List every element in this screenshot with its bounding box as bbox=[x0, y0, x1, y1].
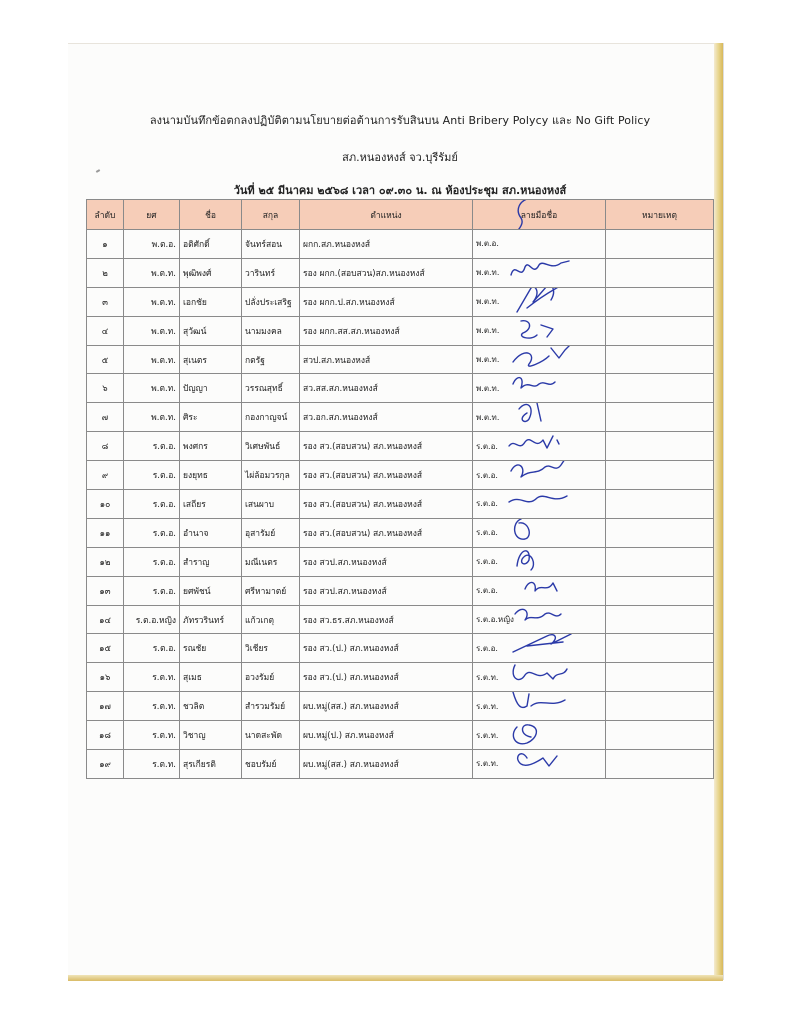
row-number: ๑๘ bbox=[87, 721, 124, 750]
row-rank: ร.ต.อ. bbox=[124, 490, 180, 519]
row-number: ๑ bbox=[87, 230, 124, 259]
row-last-name: สำรวมรัมย์ bbox=[242, 692, 300, 721]
row-rank: ร.ต.อ. bbox=[124, 576, 180, 605]
row-rank: พ.ต.ท. bbox=[124, 258, 180, 287]
row-position: รอง สว.(ป.) สภ.หนองหงส์ bbox=[300, 634, 473, 663]
row-signature-cell bbox=[473, 518, 606, 547]
row-signature-cell bbox=[473, 663, 606, 692]
row-signature-rank: ร.ต.ท. bbox=[476, 701, 499, 711]
row-signature-rank: ร.ต.อ. bbox=[476, 586, 498, 596]
row-number: ๑๗ bbox=[87, 692, 124, 721]
row-signature-rank: พ.ต.ท. bbox=[476, 383, 500, 393]
row-position: รอง สว.(สอบสวน) สภ.หนองหงส์ bbox=[300, 518, 473, 547]
row-position: ผบ.หมู่(สส.) สภ.หนองหงส์ bbox=[300, 692, 473, 721]
handwritten-signature bbox=[507, 750, 579, 779]
row-rank: ร.ต.อ. bbox=[124, 461, 180, 490]
row-remark bbox=[606, 605, 714, 634]
handwritten-signature bbox=[507, 518, 579, 547]
handwritten-signature bbox=[507, 432, 579, 461]
row-number: ๑๒ bbox=[87, 547, 124, 576]
row-last-name: ไผ่ล้อมวรกุล bbox=[242, 461, 300, 490]
row-remark bbox=[606, 547, 714, 576]
header-signature-label: ลายมือชื่อ bbox=[520, 210, 558, 221]
row-signature-cell bbox=[473, 692, 606, 721]
row-last-name: จันทร์สอน bbox=[242, 230, 300, 259]
row-rank: ร.ต.อ. bbox=[124, 547, 180, 576]
row-rank: พ.ต.ท. bbox=[124, 316, 180, 345]
row-position: รอง สว.(สอบสวน) สภ.หนองหงส์ bbox=[300, 461, 473, 490]
table-row bbox=[87, 230, 714, 259]
row-last-name: ชอบรัมย์ bbox=[242, 750, 300, 779]
row-number: ๗ bbox=[87, 403, 124, 432]
row-position: สว.อก.สภ.หนองหงส์ bbox=[300, 403, 473, 432]
header-remark: หมายเหตุ bbox=[606, 200, 714, 230]
row-first-name: สำราญ bbox=[180, 547, 242, 576]
row-position: รอง สว.(สอบสวน) สภ.หนองหงส์ bbox=[300, 490, 473, 519]
row-signature-rank: ร.ต.อ. bbox=[476, 643, 498, 653]
row-last-name: วารินทร์ bbox=[242, 258, 300, 287]
row-signature-cell bbox=[473, 258, 606, 287]
header-position: ตำแหน่ง bbox=[300, 200, 473, 230]
row-first-name: สุเนตร bbox=[180, 345, 242, 374]
signature-stroke bbox=[515, 609, 561, 620]
row-signature-rank: พ.ต.ท. bbox=[476, 412, 500, 422]
row-signature-rank: ร.ต.อ. bbox=[476, 499, 498, 509]
row-signature-rank: พ.ต.ท. bbox=[476, 268, 500, 278]
row-number: ๒ bbox=[87, 258, 124, 287]
row-position: รอง ผกก.ป.สภ.หนองหงส์ bbox=[300, 287, 473, 316]
row-signature-cell bbox=[473, 345, 606, 374]
row-signature-rank: ร.ต.อ.หญิง bbox=[476, 615, 514, 625]
row-signature-rank: ร.ต.ท. bbox=[476, 672, 499, 682]
row-signature-cell bbox=[473, 576, 606, 605]
row-first-name: สุเมธ bbox=[180, 663, 242, 692]
row-first-name: ภัทรวรินทร์ bbox=[180, 605, 242, 634]
handwritten-signature bbox=[507, 403, 579, 432]
row-remark bbox=[606, 721, 714, 750]
row-position: ผบ.หมู่(สส.) สภ.หนองหงส์ bbox=[300, 750, 473, 779]
row-first-name: ปัญญา bbox=[180, 374, 242, 403]
handwritten-signature bbox=[507, 287, 579, 316]
handwritten-signature bbox=[507, 576, 579, 605]
header-last-name: สกุล bbox=[242, 200, 300, 230]
row-last-name: อุสารัมย์ bbox=[242, 518, 300, 547]
row-rank: พ.ต.ท. bbox=[124, 403, 180, 432]
handwritten-signature bbox=[507, 374, 579, 403]
row-position: ผกก.สภ.หนองหงส์ bbox=[300, 230, 473, 259]
signature-stroke bbox=[509, 496, 567, 502]
signature-stroke bbox=[517, 287, 577, 312]
row-first-name: อติศักดิ์ bbox=[180, 230, 242, 259]
row-remark bbox=[606, 750, 714, 779]
row-remark bbox=[606, 432, 714, 461]
signature-stroke bbox=[518, 754, 557, 766]
row-first-name: วิชาญ bbox=[180, 721, 242, 750]
table-row bbox=[87, 490, 714, 519]
row-first-name: สุวัฒน์ bbox=[180, 316, 242, 345]
signature-stroke bbox=[509, 436, 559, 448]
row-number: ๘ bbox=[87, 432, 124, 461]
row-last-name: นามมงคล bbox=[242, 316, 300, 345]
row-last-name: ปลั่งประเสริฐ bbox=[242, 287, 300, 316]
table-row bbox=[87, 258, 714, 287]
signature-stroke bbox=[525, 582, 557, 591]
row-remark bbox=[606, 230, 714, 259]
signature-stroke bbox=[513, 665, 567, 680]
signature-table bbox=[86, 199, 714, 779]
row-last-name: วิเชียร bbox=[242, 634, 300, 663]
row-signature-cell bbox=[473, 605, 606, 634]
row-last-name: นาดสะพัด bbox=[242, 721, 300, 750]
table-row bbox=[87, 750, 714, 779]
row-signature-cell bbox=[473, 721, 606, 750]
row-signature-rank: ร.ต.อ. bbox=[476, 441, 498, 451]
row-remark bbox=[606, 345, 714, 374]
row-signature-cell bbox=[473, 750, 606, 779]
paper-edge bbox=[714, 43, 723, 980]
row-signature-rank: ร.ต.อ. bbox=[476, 557, 498, 567]
row-position: สว.สส.สภ.หนองหงส์ bbox=[300, 374, 473, 403]
row-signature-cell bbox=[473, 287, 606, 316]
handwritten-signature bbox=[507, 490, 579, 519]
row-position: สวป.สภ.หนองหงส์ bbox=[300, 345, 473, 374]
row-first-name: เสถียร bbox=[180, 490, 242, 519]
table-row bbox=[87, 663, 714, 692]
handwritten-signature bbox=[507, 258, 579, 287]
row-remark bbox=[606, 490, 714, 519]
row-rank: ร.ต.ท. bbox=[124, 721, 180, 750]
row-remark bbox=[606, 692, 714, 721]
row-last-name: ศรีหามาตย์ bbox=[242, 576, 300, 605]
table-row bbox=[87, 634, 714, 663]
row-first-name: สุรเกียรติ bbox=[180, 750, 242, 779]
table-row bbox=[87, 576, 714, 605]
row-rank: พ.ต.อ. bbox=[124, 230, 180, 259]
row-number: ๖ bbox=[87, 374, 124, 403]
paper-bottom-edge bbox=[68, 975, 723, 981]
row-number: ๕ bbox=[87, 345, 124, 374]
row-last-name: แก้วเกตุ bbox=[242, 605, 300, 634]
table-row bbox=[87, 403, 714, 432]
header-first-name: ชื่อ bbox=[180, 200, 242, 230]
row-signature-rank: ร.ต.อ. bbox=[476, 528, 498, 538]
row-number: ๑๑ bbox=[87, 518, 124, 547]
row-last-name: เสนผาบ bbox=[242, 490, 300, 519]
row-signature-cell bbox=[473, 461, 606, 490]
row-rank: พ.ต.ท. bbox=[124, 345, 180, 374]
row-position: รอง สวป.สภ.หนองหงส์ bbox=[300, 547, 473, 576]
row-signature-cell bbox=[473, 403, 606, 432]
row-rank: พ.ต.ท. bbox=[124, 374, 180, 403]
row-number: ๑๐ bbox=[87, 490, 124, 519]
row-remark bbox=[606, 287, 714, 316]
row-signature-cell bbox=[473, 547, 606, 576]
row-rank: ร.ต.อ. bbox=[124, 634, 180, 663]
row-signature-cell bbox=[473, 432, 606, 461]
row-remark bbox=[606, 461, 714, 490]
row-number: ๔ bbox=[87, 316, 124, 345]
handwritten-signature bbox=[507, 316, 579, 345]
row-rank: ร.ต.อ. bbox=[124, 432, 180, 461]
row-number: ๙ bbox=[87, 461, 124, 490]
signature-stroke bbox=[511, 461, 565, 478]
document-date-line: วันที่ ๒๕ มีนาคม ๒๕๖๘ เวลา ๐๙.๓๐ น. ณ ห้องประชุม สภ.หนองหงส์ bbox=[233, 184, 567, 197]
row-rank: ร.ต.ท. bbox=[124, 750, 180, 779]
row-first-name: พงศกร bbox=[180, 432, 242, 461]
signature-flourish-icon bbox=[509, 200, 539, 230]
row-last-name: มณีเนตร bbox=[242, 547, 300, 576]
table-row bbox=[87, 461, 714, 490]
row-rank: ร.ต.ท. bbox=[124, 663, 180, 692]
row-remark bbox=[606, 518, 714, 547]
row-rank: ร.ต.อ. bbox=[124, 518, 180, 547]
row-position: รอง ผกก.(สอบสวน)สภ.หนองหงส์ bbox=[300, 258, 473, 287]
signature-stroke bbox=[513, 634, 571, 652]
header-signature bbox=[473, 200, 606, 230]
row-first-name: อำนาจ bbox=[180, 518, 242, 547]
row-last-name: กองกาญจน์ bbox=[242, 403, 300, 432]
handwritten-signature bbox=[507, 634, 579, 663]
handwritten-signature bbox=[507, 345, 579, 374]
row-signature-rank: ร.ต.อ. bbox=[476, 470, 498, 480]
row-signature-cell bbox=[473, 490, 606, 519]
table-row bbox=[87, 345, 714, 374]
row-first-name: เอกชัย bbox=[180, 287, 242, 316]
row-position: รอง สว.(สอบสวน) สภ.หนองหงส์ bbox=[300, 432, 473, 461]
table-row bbox=[87, 287, 714, 316]
table-row bbox=[87, 316, 714, 345]
handwritten-signature bbox=[507, 461, 579, 490]
row-position: รอง สว.ธร.สภ.หนองหงส์ bbox=[300, 605, 473, 634]
table-row bbox=[87, 518, 714, 547]
handwritten-signature bbox=[507, 605, 579, 634]
signature-stroke bbox=[513, 725, 536, 744]
row-first-name: ศิระ bbox=[180, 403, 242, 432]
row-signature-rank: พ.ต.ท. bbox=[476, 326, 500, 336]
row-first-name: ชวลิต bbox=[180, 692, 242, 721]
row-number: ๓ bbox=[87, 287, 124, 316]
row-signature-cell bbox=[473, 374, 606, 403]
signature-stroke bbox=[521, 320, 553, 337]
table-header-row bbox=[87, 200, 714, 230]
row-remark bbox=[606, 316, 714, 345]
row-last-name: กตรัฐ bbox=[242, 345, 300, 374]
handwritten-signature bbox=[507, 721, 579, 750]
row-signature-rank: ร.ต.ท. bbox=[476, 730, 499, 740]
row-signature-cell bbox=[473, 230, 606, 259]
row-position: รอง ผกก.สส.สภ.หนองหงส์ bbox=[300, 316, 473, 345]
row-number: ๑๙ bbox=[87, 750, 124, 779]
row-signature-rank: พ.ต.อ. bbox=[476, 239, 499, 249]
document-title: ลงนามบันทึกข้อตกลงปฏิบัติตามนโยบายต่อต้านการรับสินบน Anti Bribery Polycy และ No Gift Policy bbox=[149, 114, 651, 127]
row-remark bbox=[606, 663, 714, 692]
signature-stroke bbox=[513, 692, 565, 707]
header-rank: ยศ bbox=[124, 200, 180, 230]
table-row bbox=[87, 432, 714, 461]
signature-stroke bbox=[513, 345, 573, 366]
row-remark bbox=[606, 403, 714, 432]
row-rank: พ.ต.ท. bbox=[124, 287, 180, 316]
document-subtitle: สภ.หนองหงส์ จว.บุรีรัมย์ bbox=[342, 151, 458, 164]
row-number: ๑๔ bbox=[87, 605, 124, 634]
row-position: ผบ.หมู่(ป.) สภ.หนองหงส์ bbox=[300, 721, 473, 750]
table-row bbox=[87, 721, 714, 750]
row-remark bbox=[606, 634, 714, 663]
signature-stroke bbox=[511, 261, 569, 275]
signature-stroke bbox=[519, 403, 541, 421]
header-no: ลำดับ bbox=[87, 200, 124, 230]
row-remark bbox=[606, 258, 714, 287]
row-position: รอง สว.(ป.) สภ.หนองหงส์ bbox=[300, 663, 473, 692]
row-last-name: วิเศษพันธ์ bbox=[242, 432, 300, 461]
row-rank: ร.ต.ท. bbox=[124, 692, 180, 721]
row-signature-cell bbox=[473, 634, 606, 663]
table-row bbox=[87, 374, 714, 403]
row-last-name: วรรณสุทธิ์ bbox=[242, 374, 300, 403]
row-first-name: รณชัย bbox=[180, 634, 242, 663]
row-last-name: อวงรัมย์ bbox=[242, 663, 300, 692]
handwritten-signature bbox=[507, 692, 579, 721]
handwritten-signature bbox=[507, 663, 579, 692]
row-signature-rank: ร.ต.ท. bbox=[476, 759, 499, 769]
signature-stroke bbox=[517, 551, 533, 570]
table-row bbox=[87, 547, 714, 576]
row-signature-rank: พ.ต.ท. bbox=[476, 355, 500, 364]
row-remark bbox=[606, 374, 714, 403]
row-number: ๑๓ bbox=[87, 576, 124, 605]
row-position: รอง สวป.สภ.หนองหงส์ bbox=[300, 576, 473, 605]
row-signature-rank: พ.ต.ท. bbox=[476, 297, 500, 307]
handwritten-signature bbox=[507, 547, 579, 576]
table-row bbox=[87, 605, 714, 634]
row-signature-cell bbox=[473, 316, 606, 345]
signature-stroke bbox=[515, 519, 530, 539]
table-row bbox=[87, 692, 714, 721]
row-remark bbox=[606, 576, 714, 605]
row-first-name: ยงยุทธ bbox=[180, 461, 242, 490]
row-rank: ร.ต.อ.หญิง bbox=[124, 605, 180, 634]
row-number: ๑๕ bbox=[87, 634, 124, 663]
row-first-name: พุฒิพงศ์ bbox=[180, 258, 242, 287]
signature-stroke bbox=[513, 378, 555, 388]
row-number: ๑๖ bbox=[87, 663, 124, 692]
row-first-name: ยศพัชน์ bbox=[180, 576, 242, 605]
